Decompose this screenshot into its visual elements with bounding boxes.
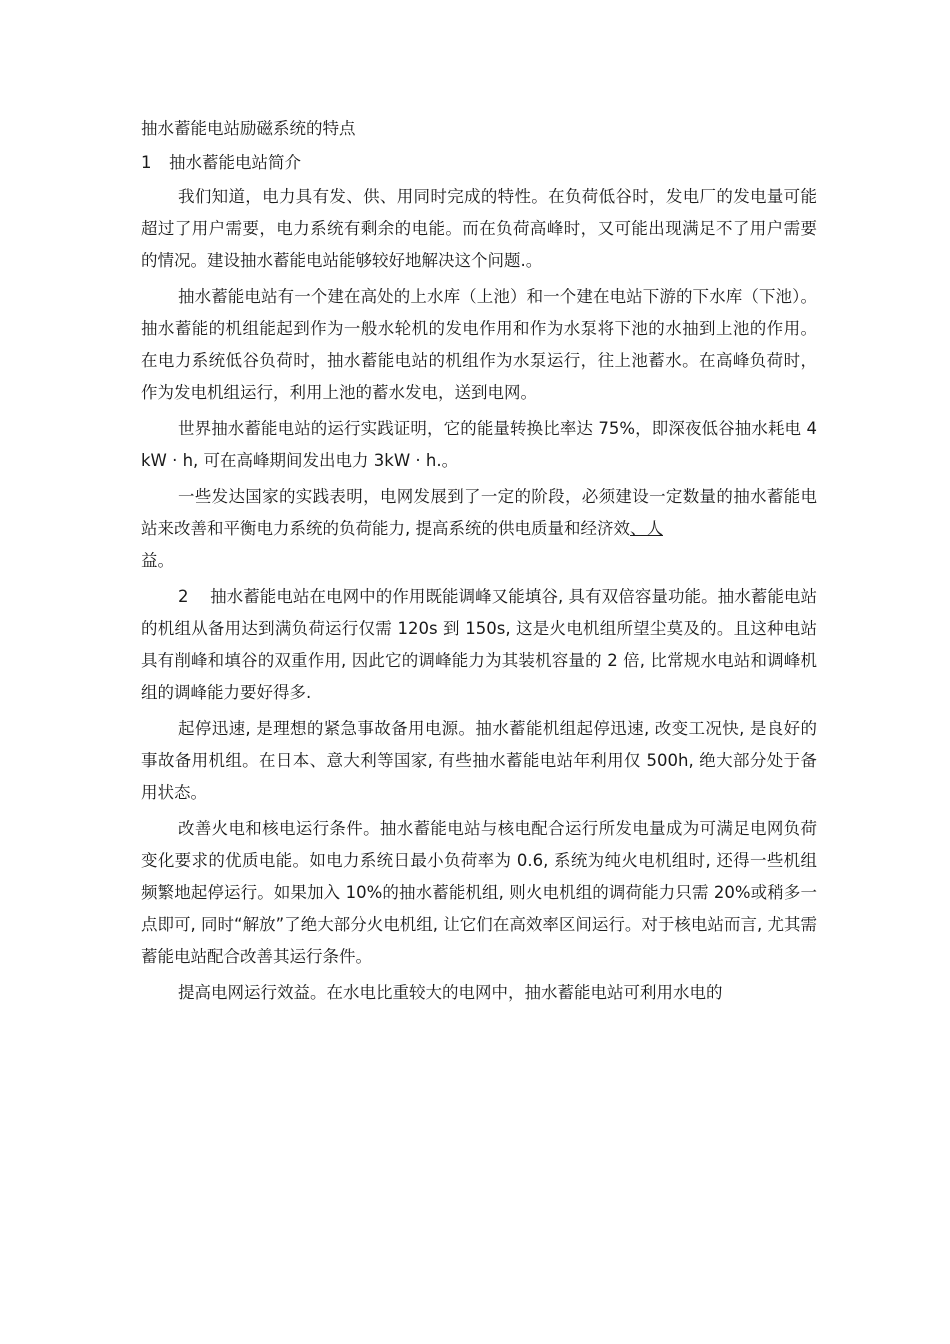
section-1-heading (141, 147, 817, 179)
paragraph: 提高电网运行效益。在水电比重较大的电网中，抽水蓄能电站可利用水电的 (178, 983, 723, 1002)
paragraph-tail: 益。 (141, 551, 174, 570)
section-2-text: 抽水蓄能电站在电网中的作用既能调峰又能填谷, 具有双倍容量功能。抽水蓄能电站的机组从备用达到满负荷运行仅需 120s 到 150s, 这是火电机组所望尘莫及的。且这种电站具有削峰和填谷的双重作用, 因此它的调峰能力为其装机容量的 2 倍, 比常规水电站和调峰机组的调峰能力要好得多. (141, 587, 817, 702)
paragraph: 改善火电和核电运行条件。抽水蓄能电站与核电配合运行所发电量成为可满足电网负荷变化要求的优质电能。如电力系统日最小负荷率为 0.6, 系统为纯火电机组时, 还得一些机组频繁地起停运行。如果加入 10%的抽水蓄能机组, 则火电机组的调荷能力只需 20%或稍多一点即可, 同时“解放”了绝大部分火电机组, 让它们在高效率区间运行。对于核电站而言, 尤其需蓄能电站配合改善其运行条件。 (141, 819, 817, 966)
section-2-number: 2 (178, 587, 189, 606)
paragraph: 抽水蓄能电站有一个建在高处的上水库（上池）和一个建在电站下游的下水库（下池）。抽水蓄能的机组能起到作为一般水轮机的发电作用和作为水泵将下池的水抽到上池的作用。在电力系统低谷负荷时，抽水蓄能电站的机组作为水泵运行，往上池蓄水。在高峰负荷时，作为发电机组运行，利用上池的蓄水发电，送到电网。 (141, 287, 817, 402)
paragraph (141, 481, 817, 545)
section-1-title: 抽水蓄能电站简介 (169, 153, 301, 172)
section-1-number: 1 (141, 153, 152, 172)
paragraph: 起停迅速, 是理想的紧急事故备用电源。抽水蓄能机组起停迅速, 改变工况快, 是良好的事故备用机组。在日本、意大利等国家, 有些抽水蓄能电站年利用仅 500h, 绝大部分处于备用状态。 (141, 719, 817, 802)
document-title: 抽水蓄能电站励磁系统的特点 (141, 119, 356, 138)
paragraph: 我们知道，电力具有发、供、用同时完成的特性。在负荷低谷时，发电厂的发电量可能超过了用户需要，电力系统有剩余的电能。而在负荷高峰时，又可能出现满足不了用户需要的情况。建设抽水蓄能电站能够较好地解决这个问题.。 (141, 187, 817, 270)
paragraph-text: 一些发达国家的实践表明，电网发展到了一定的阶段，必须建设一定数量的抽水蓄能电站来改善和平衡电力系统的负荷能力, 提高系统的供电质量和经济效 (141, 487, 817, 538)
paragraph: 世界抽水蓄能电站的运行实践证明，它的能量转换比率达 75%，即深夜低谷抽水耗电 4kW · h, 可在高峰期间发出电力 3kW · h.。 (141, 419, 817, 470)
underlined-mark: 、人 (630, 519, 663, 538)
document-body (141, 113, 817, 1009)
section-2-paragraph (141, 581, 817, 709)
